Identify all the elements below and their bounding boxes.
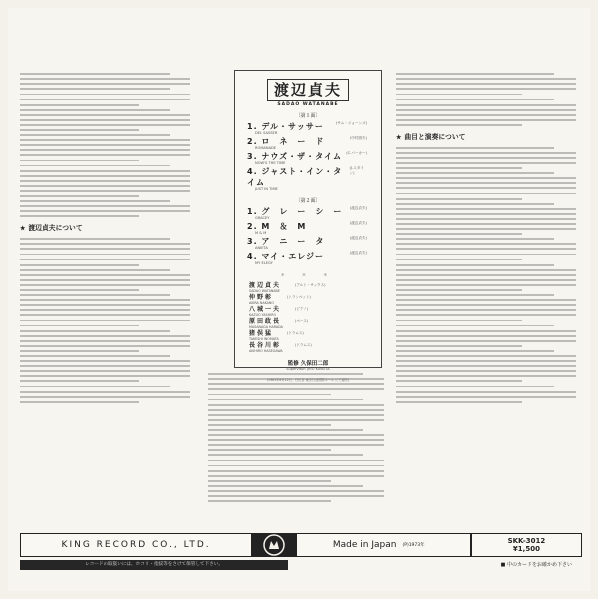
- left-column: [20, 70, 190, 406]
- left-heading: ★ 渡辺貞夫について: [20, 224, 83, 233]
- recording-info: (1961年8月12日、日比谷 東京日活国際ホール にて録音): [266, 378, 350, 382]
- track-item: 2. M ＆ M (渡辺貞夫) M & M: [247, 221, 367, 235]
- track-item: 2. ロ ネ ー ド (中村照夫) ROMANADE: [247, 136, 367, 150]
- footer: [20, 560, 582, 574]
- star-icon: ★: [396, 133, 402, 141]
- personnel-name: 猪俣猛 (ドラムス): [249, 330, 304, 337]
- side-1-label: 〔第１面〕: [295, 113, 321, 119]
- personnel-list: 渡辺貞夫 (アルト・サックス) SADAO WATANABE 仲野彰 (トランペット) AKIRA NAKANO 八城一夫 (ピアノ) KAZUO YASHIRO 原田政長 (ベース) MASANAGA HARADA 猪俣猛 (ドラムス) TAKESHI INOMATA 長谷川彰 (ドラムス) AKIHIRO HASEGAWA: [249, 282, 381, 353]
- star-icon: ★: [20, 225, 26, 233]
- track-listing-box: [234, 70, 382, 382]
- right-heading: ★ 曲目と演奏について: [396, 132, 466, 141]
- made-in-japan: Made in Japan (P)1973年: [296, 533, 471, 557]
- label-bar: [20, 533, 582, 557]
- album-romaji: SADAO WATANABE: [277, 102, 339, 107]
- middle-column: [208, 370, 384, 505]
- company-name: KING RECORD CO., LTD.: [20, 533, 252, 557]
- producer-en: Supervisor: JIRO KUBOTA: [286, 367, 330, 371]
- right-column: [396, 70, 576, 406]
- track-item: 3. ア ニ ー タ (渡辺貞夫) ANIETA: [247, 236, 367, 250]
- producer: 監修 久保田二郎: [287, 361, 329, 367]
- personnel-name: 渡辺貞夫 (アルト・サックス): [249, 282, 326, 289]
- liner-notes-sheet: [8, 8, 590, 591]
- personnel-name: 原田政長 (ベース): [249, 318, 309, 325]
- track-item: 3. ナウズ・ザ・タイム (C.パーカー) NOW'S THE TIME: [247, 151, 367, 165]
- track-item: 1. グ レ ー シ ー (渡辺貞夫) GRACEY: [247, 206, 367, 220]
- handling-warning: レコードの取扱いには、ホコリ・指紋等をさけて保管して下さい。: [20, 560, 288, 570]
- track-item: 4. マイ・エレジー (渡辺貞夫) MY ELEGY: [247, 251, 367, 265]
- catalog-number: SKK-3012 ¥1,500: [471, 533, 582, 557]
- side-2-label: 〔第２面〕: [295, 198, 321, 204]
- separator: ＊ ＊ ＊: [280, 272, 336, 277]
- track-item: 1. デル・サッサー (サム・ジョーンズ) DEL SASSER: [247, 121, 367, 135]
- track-item: 4. ジャスト・イン・タイム (J.スタイン) JUST IN TIME: [247, 166, 364, 191]
- personnel-name: 長谷川彰 (ドラムス): [249, 342, 312, 349]
- personnel-name: 八城一夫 (ピアノ): [249, 306, 308, 313]
- personnel-name: 仲野彰 (トランペット): [249, 294, 311, 301]
- card-note: ■ 中のカードをお確かめ下さい: [500, 562, 572, 568]
- album-title: 渡辺貞夫: [235, 79, 381, 100]
- king-record-logo-icon: [252, 533, 296, 557]
